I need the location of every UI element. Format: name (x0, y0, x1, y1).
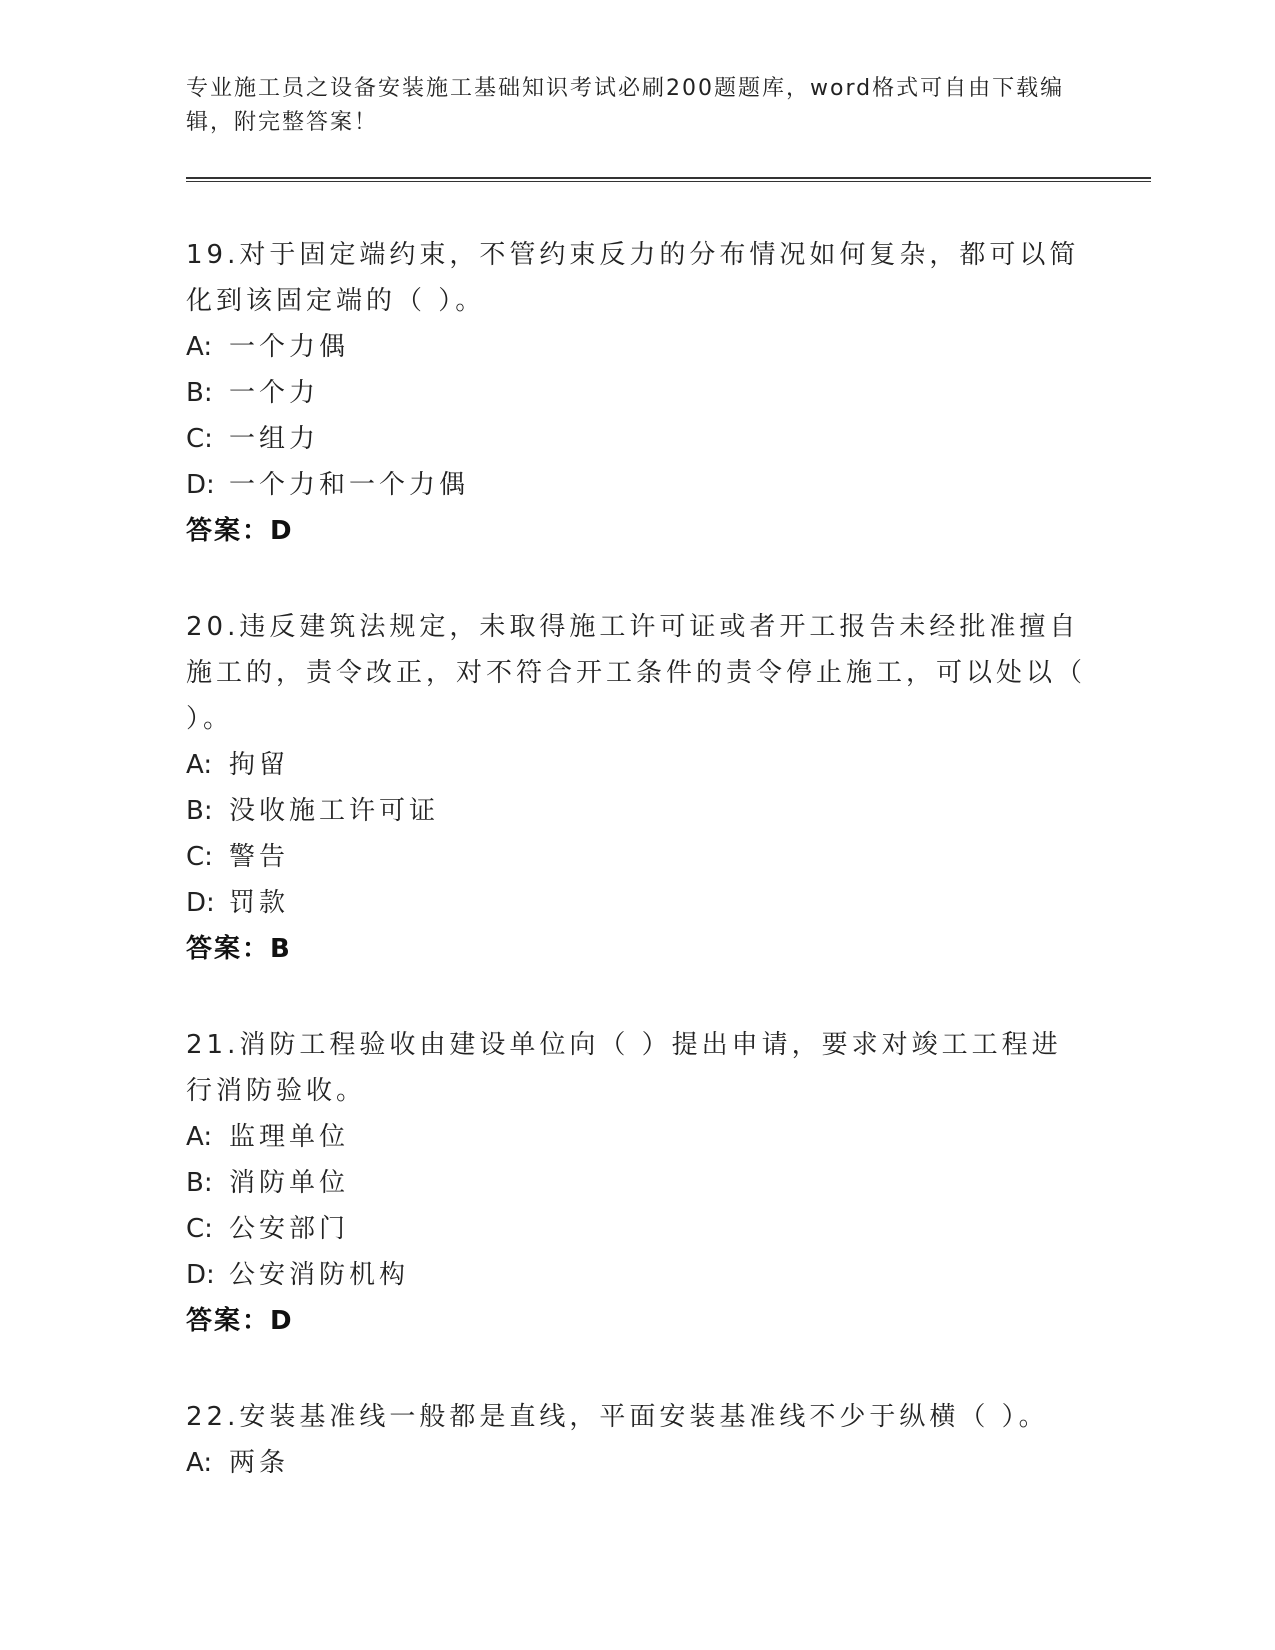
option-d (186, 880, 1086, 926)
option-text: 监理单位 (229, 1122, 350, 1152)
option-letter: B: (186, 378, 213, 408)
header-divider (186, 177, 1151, 182)
option-text: 一个力和一个力偶 (229, 470, 470, 500)
option-d (186, 462, 1086, 508)
option-a (186, 324, 1086, 370)
option-letter: B: (186, 796, 213, 826)
option-text: 没收施工许可证 (229, 796, 440, 826)
option-text: 一个力偶 (229, 332, 350, 362)
option-c (186, 834, 1086, 880)
option-text: 公安部门 (229, 1214, 350, 1244)
option-a (186, 742, 1086, 788)
option-b (186, 1160, 1086, 1206)
option-letter: A: (186, 1448, 213, 1478)
answer-label: 答案：D (186, 516, 294, 546)
question-text: 22.安装基准线一般都是直线，平面安装基准线不少于纵横（ ）。 (186, 1402, 1049, 1432)
option-letter: D: (186, 888, 215, 918)
option-letter: A: (186, 750, 213, 780)
question-list (186, 232, 1086, 1536)
option-text: 公安消防机构 (229, 1260, 410, 1290)
option-a (186, 1114, 1086, 1160)
option-letter: A: (186, 332, 213, 362)
option-d (186, 1252, 1086, 1298)
option-b (186, 788, 1086, 834)
option-text: 一组力 (229, 424, 320, 454)
document-header: 专业施工员之设备安装施工基础知识考试必刷200题题库，word格式可自由下载编辑，附完整答案！ (186, 76, 1065, 135)
answer-label: 答案：D (186, 1306, 294, 1336)
option-a (186, 1440, 1086, 1486)
option-text: 警告 (229, 842, 290, 872)
option-text: 拘留 (229, 750, 290, 780)
option-text: 一个力 (229, 378, 320, 408)
question-20 (186, 604, 1086, 972)
option-c (186, 416, 1086, 462)
option-letter: C: (186, 424, 213, 454)
question-text: 21.消防工程验收由建设单位向（ ）提出申请，要求对竣工工程进行消防验收。 (186, 1030, 1062, 1106)
option-text: 两条 (229, 1448, 290, 1478)
option-letter: C: (186, 842, 213, 872)
question-text: 20.违反建筑法规定，未取得施工许可证或者开工报告未经批准擅自施工的，责令改正，对不符合开工条件的责令停止施工，可以处以（ ）。 (186, 612, 1087, 734)
question-text: 19.对于固定端约束，不管约束反力的分布情况如何复杂，都可以简化到该固定端的（ ）。 (186, 240, 1080, 316)
question-21 (186, 1022, 1086, 1344)
option-b (186, 370, 1086, 416)
option-letter: B: (186, 1168, 213, 1198)
option-text: 罚款 (229, 888, 290, 918)
option-letter: A: (186, 1122, 213, 1152)
option-letter: D: (186, 1260, 215, 1290)
option-letter: D: (186, 470, 215, 500)
answer-label: 答案：B (186, 934, 292, 964)
option-text: 消防单位 (229, 1168, 350, 1198)
question-22 (186, 1394, 1086, 1486)
option-c (186, 1206, 1086, 1252)
option-letter: C: (186, 1214, 213, 1244)
question-19 (186, 232, 1086, 554)
